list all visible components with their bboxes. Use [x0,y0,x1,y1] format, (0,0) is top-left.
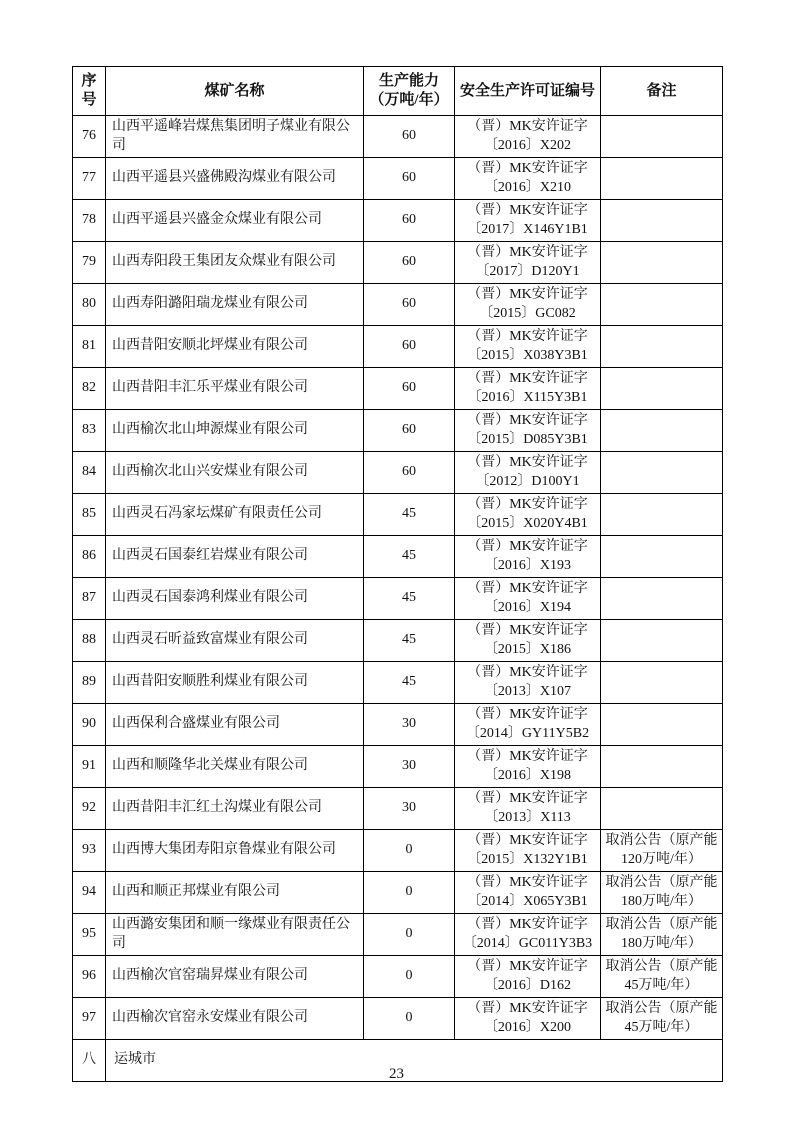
capacity-cell: 0 [364,830,455,872]
serial-cell: 82 [73,368,106,410]
table-row [73,788,723,830]
license-cell: （晋）MK安许证字〔2012〕D100Y1 [455,452,601,494]
remark-cell [601,452,723,494]
remark-cell: 取消公告（原产能45万吨/年） [601,998,723,1040]
remark-cell [601,326,723,368]
header-serial: 序号 [73,67,106,116]
mine-name-cell: 山西平遥县兴盛金众煤业有限公司 [106,200,364,242]
serial-cell: 85 [73,494,106,536]
table-row [73,494,723,536]
license-cell: （晋）MK安许证字〔2016〕X194 [455,578,601,620]
table-row [73,956,723,998]
capacity-cell: 60 [364,326,455,368]
mine-name-cell: 山西平遥县兴盛佛殿沟煤业有限公司 [106,158,364,200]
remark-cell: 取消公告（原产能180万吨/年） [601,914,723,956]
table-row [73,242,723,284]
remark-cell [601,242,723,284]
serial-cell: 90 [73,704,106,746]
table-row [73,284,723,326]
capacity-cell: 60 [364,158,455,200]
remark-cell [601,578,723,620]
license-cell: （晋）MK安许证字〔2016〕X193 [455,536,601,578]
remark-cell [601,410,723,452]
license-cell: （晋）MK安许证字〔2015〕X020Y4B1 [455,494,601,536]
serial-cell: 78 [73,200,106,242]
mine-name-cell: 山西潞安集团和顺一缘煤业有限责任公司 [106,914,364,956]
header-mine-name: 煤矿名称 [106,67,364,116]
remark-cell [601,620,723,662]
mine-name-cell: 山西榆次官窑瑞昇煤业有限公司 [106,956,364,998]
license-cell: （晋）MK安许证字〔2014〕X065Y3B1 [455,872,601,914]
header-remark: 备注 [601,67,723,116]
serial-cell: 96 [73,956,106,998]
capacity-cell: 30 [364,746,455,788]
table-row [73,410,723,452]
mine-name-cell: 山西昔阳丰汇乐平煤业有限公司 [106,368,364,410]
license-cell: （晋）MK安许证字〔2015〕X038Y3B1 [455,326,601,368]
table-row [73,662,723,704]
mine-name-cell: 山西寿阳段王集团友众煤业有限公司 [106,242,364,284]
capacity-cell: 60 [364,116,455,158]
serial-cell: 88 [73,620,106,662]
capacity-cell: 0 [364,998,455,1040]
remark-cell [601,704,723,746]
table-row [73,746,723,788]
license-cell: （晋）MK安许证字〔2015〕D085Y3B1 [455,410,601,452]
mine-name-cell: 山西灵石冯家坛煤矿有限责任公司 [106,494,364,536]
license-cell: （晋）MK安许证字〔2016〕X115Y3B1 [455,368,601,410]
section-number-cell: 八 [73,1040,106,1082]
table-row [73,326,723,368]
remark-cell: 取消公告（原产能45万吨/年） [601,956,723,998]
section-city-cell: 运城市 [106,1040,723,1082]
license-cell: （晋）MK安许证字〔2015〕X186 [455,620,601,662]
serial-cell: 92 [73,788,106,830]
serial-cell: 93 [73,830,106,872]
license-cell: （晋）MK安许证字〔2014〕GC011Y3B3 [455,914,601,956]
table-row [73,368,723,410]
remark-cell [601,200,723,242]
license-cell: （晋）MK安许证字〔2016〕X200 [455,998,601,1040]
mine-name-cell: 山西和顺正邦煤业有限公司 [106,872,364,914]
page-number: 23 [389,1066,404,1082]
serial-cell: 77 [73,158,106,200]
serial-cell: 76 [73,116,106,158]
remark-cell [601,788,723,830]
header-license: 安全生产许可证编号 [455,67,601,116]
serial-cell: 94 [73,872,106,914]
license-cell: （晋）MK安许证字〔2017〕X146Y1B1 [455,200,601,242]
serial-cell: 95 [73,914,106,956]
capacity-cell: 45 [364,620,455,662]
remark-cell: 取消公告（原产能180万吨/年） [601,872,723,914]
table-row [73,116,723,158]
mine-name-cell: 山西灵石国泰鸿利煤业有限公司 [106,578,364,620]
table-row [73,620,723,662]
mine-name-cell: 山西榆次官窑永安煤业有限公司 [106,998,364,1040]
capacity-cell: 60 [364,242,455,284]
table-row [73,704,723,746]
header-capacity [364,67,455,116]
table-row [73,158,723,200]
table-row [73,872,723,914]
license-cell: （晋）MK安许证字〔2013〕X107 [455,662,601,704]
table-row [73,830,723,872]
capacity-cell: 45 [364,662,455,704]
capacity-cell: 30 [364,788,455,830]
capacity-cell: 45 [364,536,455,578]
table-header-row [73,67,723,116]
header-capacity-line2: （万吨/年） [369,92,449,108]
header-capacity-line1: 生产能力 [378,73,439,89]
serial-cell: 81 [73,326,106,368]
capacity-cell: 45 [364,494,455,536]
serial-cell: 97 [73,998,106,1040]
remark-cell: 取消公告（原产能120万吨/年） [601,830,723,872]
remark-cell [601,116,723,158]
license-cell: （晋）MK安许证字〔2013〕X113 [455,788,601,830]
capacity-cell: 0 [364,872,455,914]
serial-cell: 86 [73,536,106,578]
license-cell: （晋）MK安许证字〔2016〕D162 [455,956,601,998]
license-cell: （晋）MK安许证字〔2016〕X198 [455,746,601,788]
serial-cell: 80 [73,284,106,326]
mine-name-cell: 山西昔阳安顺胜利煤业有限公司 [106,662,364,704]
mine-name-cell: 山西昔阳丰汇红土沟煤业有限公司 [106,788,364,830]
mine-name-cell: 山西保利合盛煤业有限公司 [106,704,364,746]
remark-cell [601,662,723,704]
table-row [73,536,723,578]
mine-name-cell: 山西灵石国泰红岩煤业有限公司 [106,536,364,578]
capacity-cell: 60 [364,452,455,494]
remark-cell [601,284,723,326]
table-row [73,998,723,1040]
table-row [73,452,723,494]
table-row [73,200,723,242]
mine-name-cell: 山西和顺隆华北关煤业有限公司 [106,746,364,788]
license-cell: （晋）MK安许证字〔2015〕GC082 [455,284,601,326]
mine-name-cell: 山西榆次北山兴安煤业有限公司 [106,452,364,494]
remark-cell [601,368,723,410]
capacity-cell: 60 [364,200,455,242]
capacity-cell: 60 [364,410,455,452]
license-cell: （晋）MK安许证字〔2016〕X210 [455,158,601,200]
coal-mine-table [72,66,723,1082]
license-cell: （晋）MK安许证字〔2015〕X132Y1B1 [455,830,601,872]
remark-cell [601,158,723,200]
serial-cell: 79 [73,242,106,284]
mine-name-cell: 山西榆次北山坤源煤业有限公司 [106,410,364,452]
capacity-cell: 0 [364,914,455,956]
mine-name-cell: 山西博大集团寿阳京鲁煤业有限公司 [106,830,364,872]
license-cell: （晋）MK安许证字〔2016〕X202 [455,116,601,158]
mine-name-cell: 山西平遥峰岩煤焦集团明子煤业有限公司 [106,116,364,158]
serial-cell: 89 [73,662,106,704]
license-cell: （晋）MK安许证字〔2017〕D120Y1 [455,242,601,284]
remark-cell [601,494,723,536]
capacity-cell: 45 [364,578,455,620]
mine-name-cell: 山西昔阳安顺北坪煤业有限公司 [106,326,364,368]
table-row [73,578,723,620]
capacity-cell: 0 [364,956,455,998]
serial-cell: 84 [73,452,106,494]
serial-cell: 83 [73,410,106,452]
serial-cell: 87 [73,578,106,620]
capacity-cell: 60 [364,368,455,410]
table-row [73,914,723,956]
mine-name-cell: 山西寿阳潞阳瑞龙煤业有限公司 [106,284,364,326]
serial-cell: 91 [73,746,106,788]
remark-cell [601,746,723,788]
mine-name-cell: 山西灵石昕益致富煤业有限公司 [106,620,364,662]
capacity-cell: 60 [364,284,455,326]
capacity-cell: 30 [364,704,455,746]
license-cell: （晋）MK安许证字〔2014〕GY11Y5B2 [455,704,601,746]
remark-cell [601,536,723,578]
